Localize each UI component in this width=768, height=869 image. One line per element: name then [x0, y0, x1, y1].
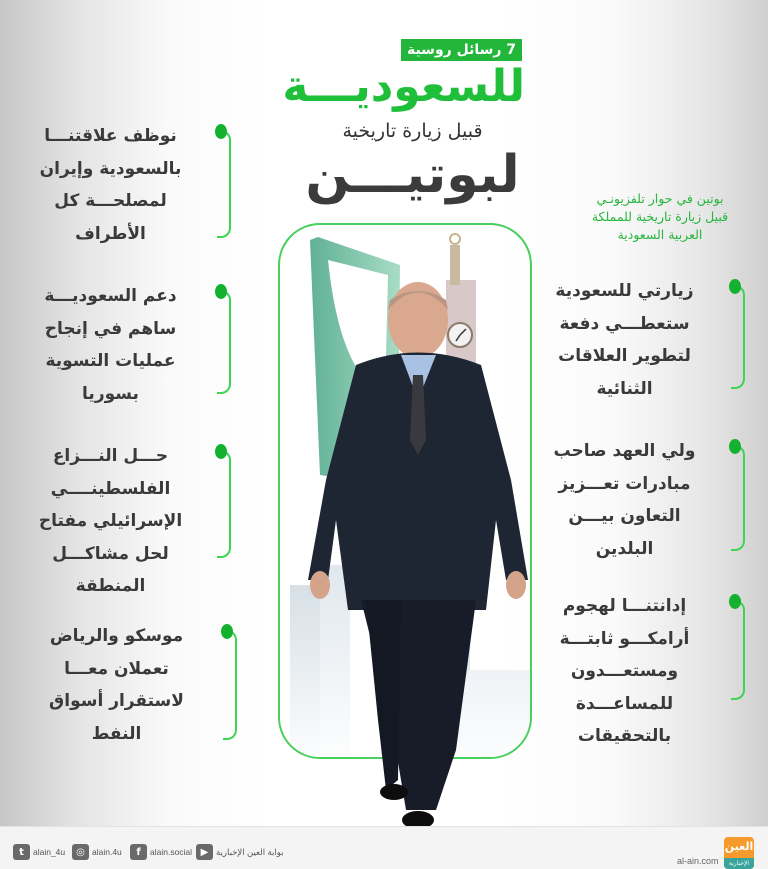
intro-line: العربية السعودية [617, 227, 703, 242]
bracket-line [731, 285, 745, 389]
bullet-dot-icon [221, 624, 233, 639]
bracket-line [223, 630, 237, 740]
point-line: نوظف علاقتنـــا [44, 126, 177, 146]
site-link[interactable]: al-ain.com [677, 856, 719, 866]
point-line: الفلسطينــــي [50, 478, 171, 499]
point-line: تعملان معـــا [64, 658, 169, 679]
point-left-3 [16, 440, 231, 596]
title-putin: لبوتيـــن [305, 145, 520, 205]
point-line: ستعطـــي دفعة [559, 313, 690, 334]
bracket-line [731, 600, 745, 700]
point-line: زيارتي للسعودية [555, 281, 694, 301]
social-label: بوابة العين الإخبارية [216, 846, 284, 857]
point-line: لتطوير العلاقات [558, 346, 691, 366]
bullet-dot-icon [729, 439, 741, 454]
bracket-line [731, 445, 745, 551]
point-line: أرامكـــو ثابتـــة [559, 628, 690, 649]
intro-line: قبيل زيارة تاريخية للمملكة [591, 209, 729, 224]
social-facebook[interactable] [130, 844, 192, 860]
bullet-dot-icon [215, 444, 227, 459]
point-line: ولي العهد صاحب [553, 441, 696, 461]
point-line: حـــل النـــزاع [52, 446, 169, 466]
instagram-icon: ◎ [72, 844, 89, 860]
point-line: المنطقة [75, 576, 146, 596]
facebook-icon: f [130, 844, 147, 860]
point-line: النفط [91, 723, 142, 744]
point-line: عمليات التسوية [45, 351, 176, 371]
point-line: ومستعـــدون [570, 661, 679, 681]
point-line: مبادرات تعـــزيز [558, 473, 691, 494]
logo-subtext: الإخبارية [724, 858, 754, 869]
point-line: موسكو والرياض [49, 626, 184, 646]
point-line: بالتحقيقات [577, 726, 672, 746]
point-line: التعاون بيـــن [568, 506, 681, 526]
footer [0, 826, 768, 869]
point-line: للمساعـــدة [575, 693, 674, 714]
point-line: دعم السعوديـــة [44, 286, 177, 306]
point-right-1 [530, 275, 745, 399]
bracket-line [217, 290, 231, 394]
title-saudi: للسعوديـــة [282, 61, 525, 112]
point-left-2 [16, 280, 231, 404]
twitter-icon: t [13, 844, 30, 860]
logo-text: العين [724, 840, 754, 853]
alain-logo [724, 837, 754, 869]
intro-text [560, 190, 760, 244]
point-line: إدانتنـــا لهجوم [562, 596, 687, 616]
point-line: الأطراف [75, 223, 146, 244]
putin-photo [306, 280, 536, 840]
point-line: ساهم في إنجاح [44, 318, 177, 339]
social-youtube[interactable] [196, 844, 284, 860]
point-line: الإسرائيلي مفتاح [38, 511, 183, 531]
youtube-icon: ▶ [196, 844, 213, 860]
point-right-3 [530, 590, 745, 745]
title-subtitle: قبيل زيارة تاريخية [342, 120, 483, 142]
social-instagram[interactable] [72, 844, 122, 860]
point-right-2 [530, 435, 745, 559]
bracket-line [217, 450, 231, 558]
bullet-dot-icon [215, 124, 227, 139]
point-line: الثنائية [596, 378, 653, 399]
bullet-dot-icon [215, 284, 227, 299]
point-line: لحل مشاكـــل [52, 543, 169, 564]
point-left-4 [22, 620, 237, 750]
point-line: بالسعودية وإيران [39, 158, 182, 179]
header-badge: 7 رسائل روسية [401, 39, 522, 61]
social-label: alain_4u [33, 847, 66, 857]
bracket-line [217, 130, 231, 238]
social-label: alain.4u [92, 847, 122, 857]
point-line: لمصلحـــة كل [54, 191, 167, 211]
bullet-dot-icon [729, 594, 741, 609]
intro-line: بوتين في حوار تلفزيونـي [596, 191, 724, 206]
point-line: البلدين [595, 538, 654, 559]
point-left-1 [16, 120, 231, 244]
bullet-dot-icon [729, 279, 741, 294]
point-line: لاستقرار أسواق [49, 691, 184, 711]
social-twitter[interactable] [13, 844, 65, 860]
point-line: بسوريا [82, 383, 139, 404]
social-label: alain.social [150, 847, 193, 857]
